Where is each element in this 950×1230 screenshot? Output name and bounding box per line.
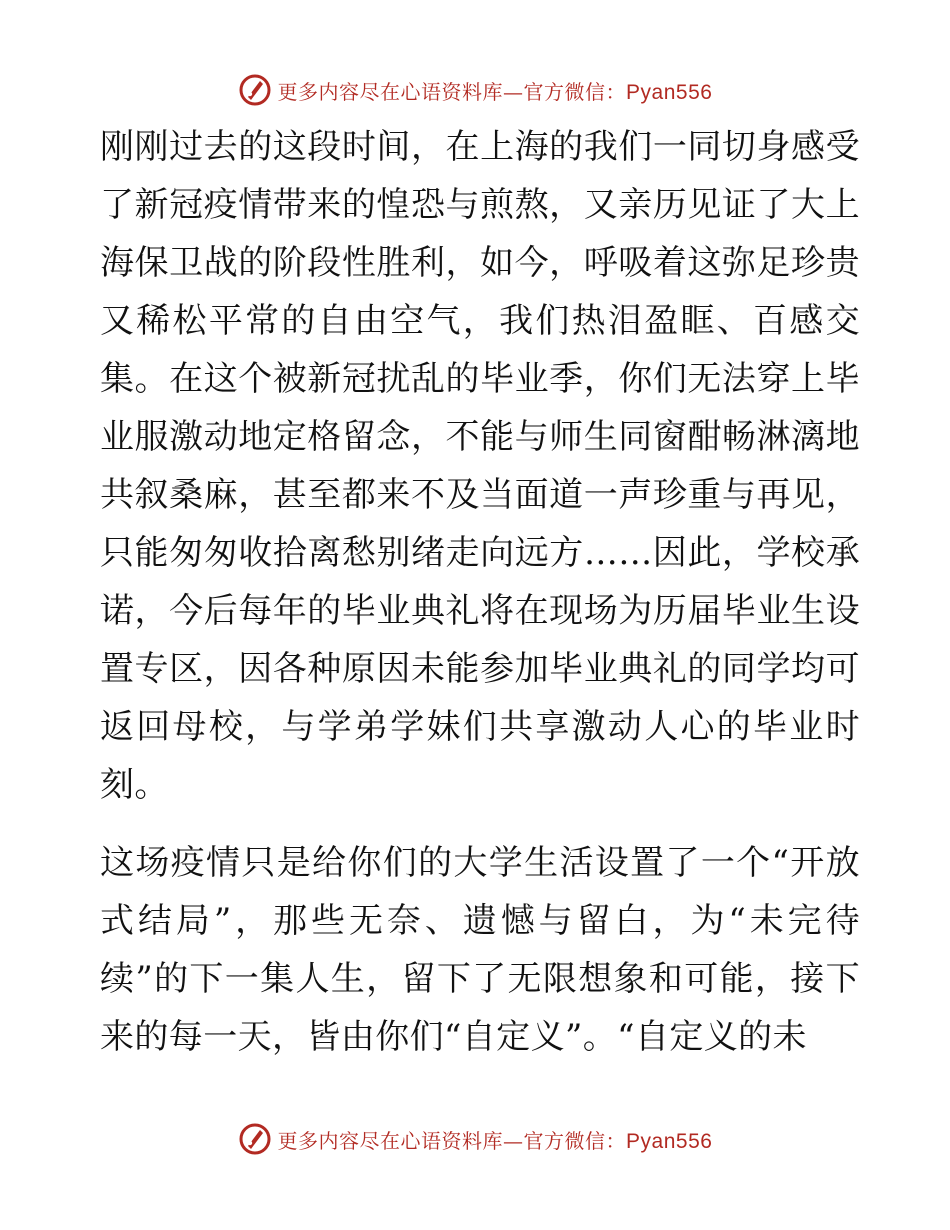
body-paragraph-2: 这场疫情只是给你们的大学生活设置了一个“开放式结局”，那些无奈、遗憾与留白，为“未完待续”的下一集人生，留下了无限想象和可能，接下来的每一天，皆由你们“自定义”。“自定义的未 [100, 843, 860, 1057]
quill-logo-icon [238, 1122, 272, 1156]
header-banner-text [278, 76, 713, 105]
header-banner [0, 68, 950, 112]
body-paragraph-1: 刚刚过去的这段时间，在上海的我们一同切身感受了新冠疫情带来的惶恐与煎熬，又亲历见证了大上海保卫战的阶段性胜利，如今，呼吸着这弥足珍贵又稀松平常的自由空气，我们热泪盈眶、百感交集。在这个被新冠扰乱的毕业季，你们无法穿上毕业服激动地定格留念，不能与师生同窗酣畅淋漓地共叙桑麻，甚至都来不及当面道一声珍重与再见，只能匆匆收拾离愁别绪走向远方……因此，学校承诺，今后每年的毕业典礼将在现场为历届毕业生设置专区，因各种原因未能参加毕业典礼的同学均可返回母校，与学弟学妹们共享激动人心的毕业时刻。 [100, 127, 860, 805]
footer-wechat-id: Pyan556 [626, 1129, 713, 1153]
footer-banner-label: 更多内容尽在心语资料库—官方微信： [277, 1128, 627, 1153]
header-banner-label: 更多内容尽在心语资料库—官方微信： [277, 79, 627, 104]
footer-banner [0, 1117, 950, 1161]
quill-logo-icon [238, 73, 272, 107]
header-wechat-id: Pyan556 [626, 80, 713, 104]
footer-banner-text [278, 1125, 713, 1154]
document-body [100, 118, 860, 1066]
